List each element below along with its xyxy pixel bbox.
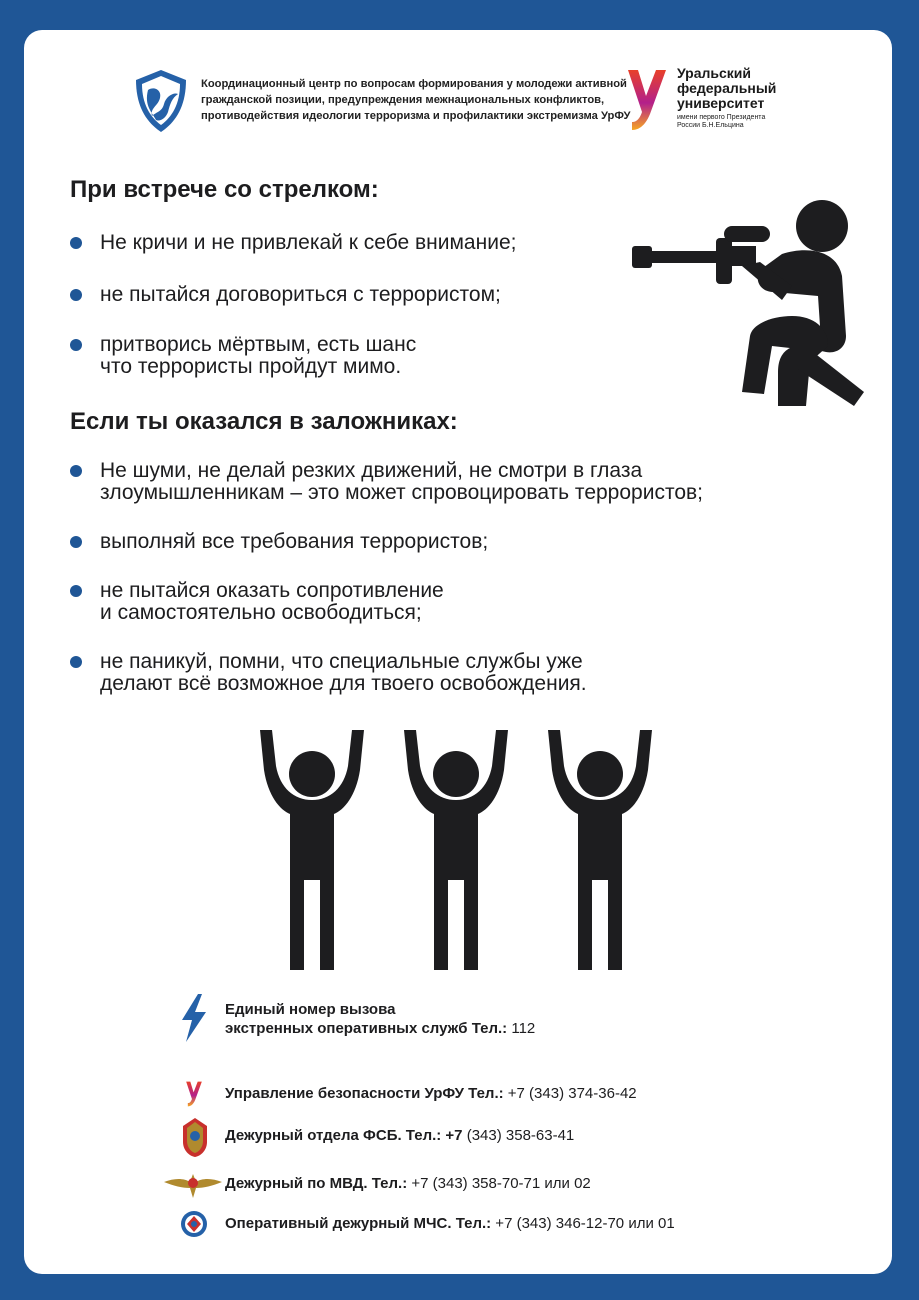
contact-phone: +7 (343) 358-70-71 или 02 <box>407 1175 591 1192</box>
list-item-text: делают всё возможное для твоего освобождения. <box>100 672 587 695</box>
list-item-text: выполняй все требования террористов; <box>100 530 489 553</box>
bullet-icon <box>70 289 82 301</box>
university-subtitle-line: имени первого Президента <box>677 114 766 121</box>
university-subtitle-line: России Б.Н.Ельцина <box>677 122 744 129</box>
org-title-line: противодействия идеологии терроризма и профилактики экстремизма УрФУ <box>201 110 631 122</box>
bullet-icon <box>70 465 82 477</box>
org-title-line: Координационный центр по вопросам формирования у молодежи активной <box>201 78 627 90</box>
list-item-text: что террористы пройдут мимо. <box>100 355 402 378</box>
list-item <box>70 232 516 254</box>
mvd-emblem-icon <box>164 1170 222 1200</box>
shooter-section-title: При встрече со стрелком: <box>70 176 379 203</box>
contact-text <box>225 1000 535 1038</box>
list-item <box>70 531 703 553</box>
university-name-line: Уральский <box>677 65 752 81</box>
urfu-logo-icon <box>182 1080 206 1108</box>
university-name-line: университет <box>677 95 765 111</box>
coordination-center-logo <box>132 68 190 134</box>
list-item-text: не пытайся оказать сопротивление <box>100 579 444 602</box>
contact-label: Дежурный по МВД. Тел.: <box>225 1175 408 1192</box>
university-subtitle <box>677 114 765 130</box>
list-item-text: не паникуй, помни, что специальные службы уже <box>100 650 583 673</box>
contact-label: Управление безопасности УрФУ Тел.: <box>225 1085 504 1102</box>
contact-text <box>225 1126 574 1145</box>
list-item <box>70 651 703 695</box>
poster-card <box>24 30 892 1274</box>
mchs-emblem-icon <box>180 1210 208 1238</box>
contact-phone: +7 (343) 346-12-70 или 01 <box>491 1215 675 1232</box>
contact-label: Дежурный отдела ФСБ. Тел.: +7 <box>225 1127 463 1144</box>
list-item-text: не пытайся договориться с террористом; <box>100 283 501 306</box>
bullet-icon <box>70 339 82 351</box>
shooter-advice-list <box>70 232 516 378</box>
bullet-icon <box>70 237 82 249</box>
contact-phone: 112 <box>507 1020 536 1037</box>
contact-label: Оперативный дежурный МЧС. Тел.: <box>225 1215 492 1232</box>
fsb-emblem-icon <box>180 1116 210 1158</box>
org-title <box>201 76 631 124</box>
org-title-line: гражданской позиции, предупреждения межнациональных конфликтов, <box>201 94 605 106</box>
list-item <box>70 334 516 378</box>
hostage-section-title: Если ты оказался в заложниках: <box>70 408 458 435</box>
bullet-icon <box>70 585 82 597</box>
list-item-text: Не кричи и не привлекай к себе внимание; <box>100 231 517 254</box>
hostage-advice-list <box>70 460 703 695</box>
list-item <box>70 284 516 306</box>
urfu-logo <box>624 66 670 134</box>
shooter-pictogram-icon <box>632 196 864 406</box>
list-item-text: и самостоятельно освободиться; <box>100 601 422 624</box>
university-name-line: федеральный <box>677 80 777 96</box>
list-item <box>70 460 703 504</box>
hostages-pictogram-icon <box>254 726 662 974</box>
list-item-text: Не шуми, не делай резких движений, не смотри в глаза <box>100 459 643 482</box>
contact-label: Единый номер вызова <box>225 1001 396 1018</box>
list-item <box>70 580 703 624</box>
contact-phone: (343) 358-63-41 <box>462 1127 575 1144</box>
contact-text <box>225 1174 591 1193</box>
university-name <box>677 66 776 111</box>
contact-label: экстренных оперативных служб Тел.: <box>225 1020 508 1037</box>
contact-text <box>225 1084 637 1103</box>
bullet-icon <box>70 536 82 548</box>
lightning-icon <box>178 994 208 1042</box>
contact-text <box>225 1214 675 1233</box>
contact-phone: +7 (343) 374-36-42 <box>503 1085 637 1102</box>
bullet-icon <box>70 656 82 668</box>
list-item-text: притворись мёртвым, есть шанс <box>100 333 417 356</box>
list-item-text: злоумышленникам – это может спровоцировать террористов; <box>100 481 703 504</box>
